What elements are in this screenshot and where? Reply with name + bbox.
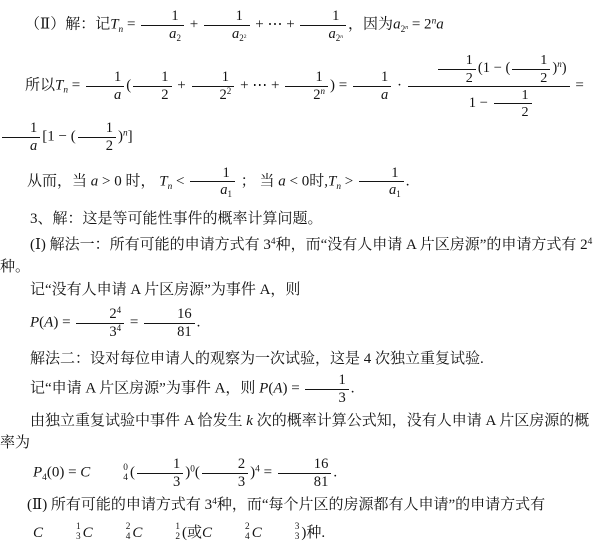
text-run: + xyxy=(185,16,202,33)
fraction xyxy=(133,69,171,103)
math-variable: C xyxy=(33,524,44,541)
text-run: (Ⅰ) 解法一：所有可能的申请方式有 3 xyxy=(30,236,271,253)
text-run: 1 xyxy=(30,120,38,137)
text-run: ( xyxy=(194,464,200,481)
text-run: [1 − ( xyxy=(42,128,76,145)
fraction-denominator xyxy=(192,87,235,104)
math-variable: a xyxy=(169,25,177,42)
text-run: 2 xyxy=(176,32,181,43)
fraction xyxy=(285,69,328,103)
text-run: 3 xyxy=(109,323,117,340)
fraction-numerator xyxy=(190,165,235,183)
text-run: 1 xyxy=(391,164,399,181)
math-variable: T xyxy=(55,77,64,94)
text-run: 2 xyxy=(465,69,473,86)
fraction-numerator xyxy=(202,456,248,474)
stacked-superscript xyxy=(90,464,128,474)
fraction xyxy=(438,52,476,85)
fraction xyxy=(278,456,332,490)
math-variable: a xyxy=(381,86,389,103)
stacked-superscript xyxy=(93,523,131,533)
text-run: = xyxy=(259,464,276,481)
math-variable: C xyxy=(202,524,213,541)
fraction-numerator xyxy=(86,69,124,87)
text-run: 2 xyxy=(237,456,246,473)
fraction xyxy=(78,120,116,154)
text-run: . xyxy=(333,464,338,481)
text-run: 0 xyxy=(190,464,195,475)
fraction-numerator xyxy=(285,69,328,87)
text-run: 2 xyxy=(109,306,117,323)
text-run: 2 xyxy=(175,532,181,543)
fraction-denominator xyxy=(278,474,332,491)
fraction xyxy=(359,165,404,199)
fraction xyxy=(353,69,391,103)
fraction-denominator xyxy=(144,324,195,341)
text-run: ) = xyxy=(53,314,75,331)
fraction-denominator xyxy=(2,138,40,155)
fraction-denominator xyxy=(305,390,348,407)
stacked-superscript xyxy=(212,523,250,533)
text-run: (或 xyxy=(182,524,203,541)
stacked-subscript xyxy=(93,533,131,543)
text-run: 2 xyxy=(239,32,244,43)
math-variable: n xyxy=(431,16,437,27)
text-run: 4 xyxy=(212,496,217,507)
fraction-denominator xyxy=(300,26,346,43)
event-A-probability-line xyxy=(0,372,601,406)
text-run: ( xyxy=(129,464,135,481)
fraction-numerator xyxy=(305,372,348,390)
text-run: （Ⅱ）解：记 xyxy=(25,16,111,33)
math-variable: a xyxy=(278,173,286,190)
fraction-denominator xyxy=(86,87,124,104)
fraction-numerator xyxy=(359,165,404,183)
math-variable: a xyxy=(30,138,38,155)
text-run: 1 xyxy=(381,69,389,86)
method2-intro-line xyxy=(0,349,601,371)
text-run: (1 − ( xyxy=(477,60,511,77)
math-variable: n xyxy=(167,181,173,192)
text-run: 1 xyxy=(396,189,401,200)
math-variable: n xyxy=(557,59,562,70)
math-variable: n xyxy=(320,85,326,96)
math-variable: n xyxy=(405,24,409,31)
superscript xyxy=(340,34,343,40)
fraction-denominator xyxy=(285,87,328,104)
text-run: 2 xyxy=(400,24,406,35)
text-run: 1 xyxy=(172,456,181,473)
text-run: 2 xyxy=(313,86,321,103)
text-run: 1 xyxy=(227,189,232,200)
math-variable: P xyxy=(33,464,43,481)
text-run: = xyxy=(126,314,143,331)
math-variable: a xyxy=(231,25,240,42)
text-run: ； 当 xyxy=(237,173,279,190)
text-run: 3 xyxy=(294,532,300,543)
formula-P4-0 xyxy=(0,456,601,490)
stacked-scripts xyxy=(90,464,128,484)
fraction xyxy=(190,165,235,199)
part2-paragraph xyxy=(0,495,601,517)
math-variable: P xyxy=(30,314,40,331)
fraction xyxy=(305,372,348,406)
formula-Tn-computation xyxy=(0,52,601,154)
text-run: ] xyxy=(127,128,133,145)
text-run: 解法二：设对每位申请人的观察为一次试验，这是 4 次独立重复试验. xyxy=(30,350,484,367)
math-variable: A xyxy=(273,381,283,398)
math-variable: A xyxy=(44,314,54,331)
text-run: ( xyxy=(268,381,274,398)
math-variable: k xyxy=(246,412,253,429)
subscript xyxy=(227,190,232,200)
text-run: 2 xyxy=(540,69,548,86)
fraction-denominator xyxy=(438,70,476,86)
math-variable: n xyxy=(123,128,128,139)
text-run: ) xyxy=(561,60,567,77)
text-run: ) = xyxy=(330,77,351,94)
text-run: ) = xyxy=(282,381,304,398)
text-run: ( xyxy=(126,77,132,94)
text-run: 4 xyxy=(270,236,276,247)
text-run: 3 xyxy=(172,474,181,491)
fraction xyxy=(76,306,124,340)
fraction-numerator xyxy=(438,52,476,69)
fraction-denominator xyxy=(76,324,124,341)
subscript xyxy=(336,33,343,43)
fraction-denominator xyxy=(190,182,235,199)
math-variable: T xyxy=(159,173,168,190)
text-run: 4 xyxy=(587,236,593,247)
text-run: = 2 xyxy=(408,16,432,33)
fraction-denominator xyxy=(133,87,171,104)
fraction-numerator xyxy=(2,120,40,138)
text-run: 4 xyxy=(255,464,260,475)
text-run: 1 xyxy=(338,372,346,389)
fraction-numerator xyxy=(300,8,346,26)
text-run: 由独立重复试验中事件 A 恰发生 xyxy=(30,412,247,429)
formula-combination-count xyxy=(0,523,601,545)
text-run: . xyxy=(405,173,410,190)
text-run: 0 xyxy=(123,462,128,473)
fraction-numerator xyxy=(76,306,124,324)
fraction-numerator xyxy=(408,52,570,86)
text-run: < 0时, xyxy=(285,173,328,190)
text-run: 16 xyxy=(177,306,192,323)
text-run: 3 xyxy=(294,522,300,533)
fraction xyxy=(204,8,250,42)
stacked-scripts xyxy=(212,523,250,543)
text-run: 1 xyxy=(113,69,122,86)
fraction-numerator xyxy=(512,52,550,69)
fraction xyxy=(300,8,346,42)
stacked-superscript xyxy=(43,523,81,533)
fraction-denominator xyxy=(137,474,183,491)
text-run: 种。 xyxy=(0,258,31,275)
text-run: 2 xyxy=(245,522,250,533)
text-run: 1 xyxy=(332,8,340,24)
superscript xyxy=(117,323,122,333)
text-run: + xyxy=(173,77,190,94)
subscript xyxy=(239,33,246,43)
stacked-subscript xyxy=(43,533,81,543)
fraction-denominator xyxy=(359,182,404,199)
fraction-denominator xyxy=(204,26,250,43)
text-run: 3 xyxy=(76,532,81,543)
text-run: 2 xyxy=(219,86,227,103)
text-run: 1 xyxy=(221,69,230,86)
stacked-scripts xyxy=(142,523,180,543)
math-variable: n xyxy=(118,24,124,35)
fraction xyxy=(512,52,550,85)
text-run: 1 − xyxy=(468,94,492,111)
text-run: ) xyxy=(552,60,558,77)
fraction xyxy=(137,456,183,490)
text-run: 1 xyxy=(465,52,473,69)
subscript xyxy=(176,33,181,43)
math-variable: a xyxy=(436,16,444,33)
math-variable: n xyxy=(340,33,344,40)
fraction-numerator xyxy=(353,69,391,87)
stacked-superscript xyxy=(262,523,300,533)
text-run: 次的概率计算公式知，没有人申请 A 片区房源的概率为 xyxy=(0,412,590,451)
math-variable: a xyxy=(90,173,99,190)
text-run: = xyxy=(68,77,84,94)
text-run: 1 xyxy=(521,86,529,103)
text-run: 2 xyxy=(521,104,529,121)
fraction xyxy=(202,456,248,490)
text-run: . xyxy=(350,381,355,398)
text-run: 1 xyxy=(315,69,323,86)
fraction-denominator xyxy=(353,87,391,104)
text-run: 81 xyxy=(177,323,192,340)
event-A-definition-line xyxy=(0,280,601,302)
math-variable: a xyxy=(393,16,401,33)
part1-method1-paragraph xyxy=(0,235,601,279)
fraction xyxy=(86,69,124,103)
stacked-subscript xyxy=(90,474,128,484)
fraction xyxy=(192,69,235,103)
fraction xyxy=(408,52,570,120)
text-run: = xyxy=(123,16,140,33)
superscript xyxy=(244,34,247,40)
text-run: 3、解：这是等可能性事件的概率计算问题。 xyxy=(30,211,323,228)
fraction xyxy=(494,87,532,120)
text-run: 1 xyxy=(175,522,181,533)
math-variable: C xyxy=(82,524,93,541)
text-run: ) xyxy=(118,128,124,145)
text-run: > 0 时， xyxy=(98,173,160,190)
text-run: 3 xyxy=(338,390,346,407)
text-run: 4 xyxy=(116,322,122,333)
fraction-numerator xyxy=(78,120,116,138)
text-run: 1 xyxy=(222,164,230,181)
text-run: 从而，当 xyxy=(27,173,91,190)
superscript xyxy=(321,86,326,96)
math-variable: C xyxy=(251,524,262,541)
math-variable: T xyxy=(327,173,337,190)
text-run: 3 xyxy=(237,474,246,491)
fraction xyxy=(141,8,184,42)
fraction-denominator xyxy=(512,70,550,86)
text-run: 所以 xyxy=(25,77,56,94)
fraction-denominator xyxy=(408,87,570,120)
math-variable: n xyxy=(336,181,341,192)
text-run: 1 xyxy=(76,522,81,533)
fraction-numerator xyxy=(278,456,332,474)
text-run: ( xyxy=(39,314,45,331)
stacked-superscript xyxy=(142,523,180,533)
fraction-numerator xyxy=(144,306,195,324)
superscript xyxy=(227,86,232,96)
text-run: 种，而“没有人申请 A 片区房源”的申请方式有 2 xyxy=(275,236,588,253)
formula-Tn-definition xyxy=(0,8,601,42)
fraction-numerator xyxy=(133,69,171,87)
text-run: 4 xyxy=(123,472,128,483)
stacked-scripts xyxy=(93,523,131,543)
superscript xyxy=(117,305,122,315)
text-run: · xyxy=(393,77,406,94)
fraction-denominator xyxy=(494,104,532,120)
text-run: 2 xyxy=(105,138,114,155)
fraction-numerator xyxy=(192,69,235,87)
math-variable: T xyxy=(110,16,119,33)
text-run: )种. xyxy=(301,524,326,541)
text-run: > xyxy=(340,173,357,190)
fraction-numerator xyxy=(141,8,184,26)
text-run: + ⋯ + xyxy=(251,16,299,33)
text-run: 16 xyxy=(313,456,329,473)
math-variable: P xyxy=(259,381,269,398)
fraction-denominator xyxy=(202,474,248,491)
subscript xyxy=(401,25,409,35)
fraction xyxy=(144,306,195,340)
fraction-numerator xyxy=(494,87,532,104)
text-run: ，因为 xyxy=(348,16,394,33)
text-run: 2 xyxy=(226,85,232,96)
subscript xyxy=(396,190,401,200)
fraction-numerator xyxy=(204,8,250,26)
math-variable: a xyxy=(388,182,397,199)
math-variable: C xyxy=(80,464,91,481)
text-run: 记“没有人申请 A 片区房源”为事件 A，则 xyxy=(30,282,301,299)
fraction-denominator xyxy=(78,138,116,155)
superscript xyxy=(588,237,593,247)
fraction xyxy=(2,120,40,154)
text-run: 1 xyxy=(235,8,243,24)
text-run: 种，而“每个片区的房源都有人申请”的申请方式有 xyxy=(216,496,546,513)
text-run: (Ⅱ) 所有可能的申请方式有 3 xyxy=(27,496,213,513)
stacked-scripts xyxy=(43,523,81,543)
text-run: 4 xyxy=(42,473,47,484)
text-run: 4 xyxy=(125,532,131,543)
text-run: 1 xyxy=(171,8,179,24)
text-run: 2 xyxy=(335,32,341,43)
math-variable: C xyxy=(132,524,143,541)
math-variable: a xyxy=(328,25,336,42)
stacked-subscript xyxy=(212,533,250,543)
text-run: + ⋯ + xyxy=(236,77,284,94)
text-run: ) xyxy=(250,464,256,481)
text-run: 1 xyxy=(105,120,114,137)
text-run: 1 xyxy=(161,69,169,86)
stacked-scripts xyxy=(262,523,300,543)
text-run: = xyxy=(571,77,584,94)
math-variable: n xyxy=(63,86,69,97)
text-run: 2 xyxy=(243,33,247,40)
formula-P-A xyxy=(0,306,601,340)
text-run: 1 xyxy=(540,52,548,69)
text-run: < xyxy=(172,173,189,190)
text-run: ) xyxy=(185,464,191,481)
stacked-subscript xyxy=(142,533,180,543)
binomial-formula-paragraph xyxy=(0,411,601,455)
text-run: 2 xyxy=(125,522,131,533)
math-variable: a xyxy=(220,182,228,199)
text-run: 4 xyxy=(116,305,122,316)
text-run: (0) = xyxy=(46,464,81,481)
problem3-heading xyxy=(0,209,601,231)
text-run: 记“申请 A 片区房源”为事件 A，则 xyxy=(30,381,260,398)
stacked-subscript xyxy=(262,533,300,543)
text-run: 4 xyxy=(245,532,250,543)
text-run: 81 xyxy=(313,474,329,491)
math-variable: a xyxy=(113,86,122,103)
fraction-denominator xyxy=(141,26,184,43)
text-run: . xyxy=(196,314,201,331)
text-run: 2 xyxy=(161,86,169,103)
conclusion-Tn-bounds xyxy=(0,165,601,199)
fraction-numerator xyxy=(137,456,183,474)
